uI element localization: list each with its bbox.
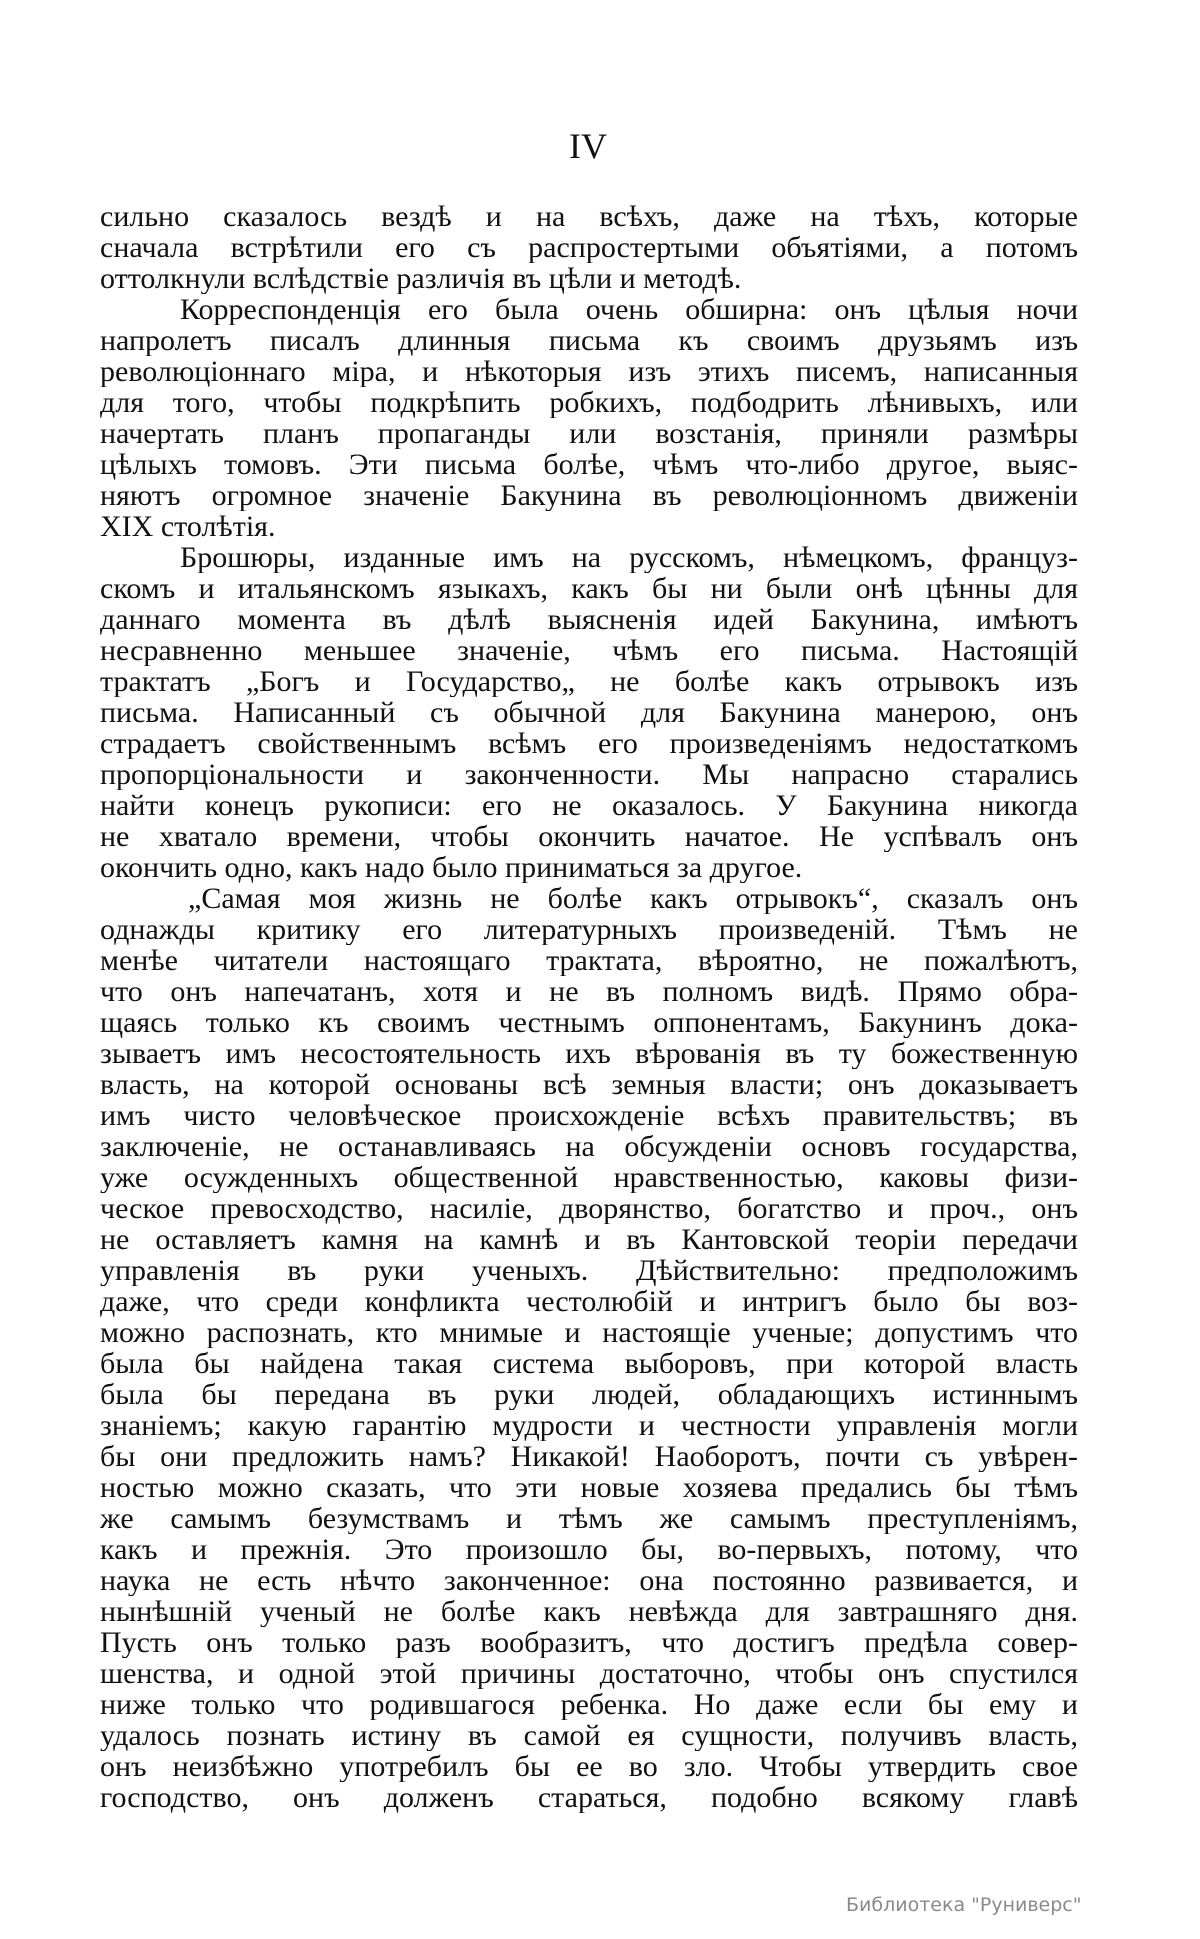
text-line: не хватало времени, чтобы окончить начатое. Не успѣвалъ онъ xyxy=(100,821,1078,852)
text-line: заключеніе, не останавливаясь на обсужденіи основъ государства, xyxy=(100,1131,1078,1162)
text-line: Брошюры, изданные имъ на русскомъ, нѣмецкомъ, француз- xyxy=(180,542,1078,573)
text-line: XIX столѣтія. xyxy=(100,511,276,542)
text-line: для того, чтобы подкрѣпить робкихъ, подбодрить лѣнивыхъ, или xyxy=(100,387,1078,418)
text-line: нынѣшній ученый не болѣе какъ невѣжда для завтрашняго дня. xyxy=(100,1596,1078,1627)
text-line: же самымъ безумствамъ и тѣмъ же самымъ преступленіямъ, xyxy=(100,1503,1078,1534)
text-line: несравненно меньшее значеніе, чѣмъ его письма. Настоящій xyxy=(100,635,1078,666)
text-line: сначала встрѣтили его съ распростертыми объятіями, а потомъ xyxy=(100,232,1078,263)
paragraph xyxy=(100,883,1078,1813)
text-line: ческое превосходство, насиліе, дворянство, богатство и проч., онъ xyxy=(100,1193,1078,1224)
text-line: щаясь только къ своимъ честнымъ оппонентамъ, Бакунинъ дока- xyxy=(100,1007,1078,1038)
text-line: ниже только что родившагося ребенка. Но даже если бы ему и xyxy=(100,1689,1078,1720)
text-line: няютъ огромное значеніе Бакунина въ революціонномъ движеніи xyxy=(100,480,1078,511)
text-line: скомъ и итальянскомъ языкахъ, какъ бы ни были онѣ цѣнны для xyxy=(100,573,1078,604)
text-line: даннаго момента въ дѣлѣ выясненія идей Бакунина, имѣютъ xyxy=(100,604,1078,635)
text-line: окончить одно, какъ надо было приниматься за другое. xyxy=(100,852,803,883)
paragraph xyxy=(100,201,1078,294)
text-line: однажды критику его литературныхъ произведеній. Тѣмъ не xyxy=(100,914,1078,945)
text-line: ностью можно сказать, что эти новые хозяева предались бы тѣмъ xyxy=(100,1472,1078,1503)
text-line: зываетъ имъ несостоятельность ихъ вѣрованія въ ту божественную xyxy=(100,1038,1078,1069)
text-line: страдаетъ свойственнымъ всѣмъ его произведеніямъ недостаткомъ xyxy=(100,728,1078,759)
text-line: „Самая моя жизнь не болѣе какъ отрывокъ“, сказалъ онъ xyxy=(188,883,1078,914)
text-line: была бы найдена такая система выборовъ, при которой власть xyxy=(100,1348,1078,1379)
text-line: какъ и прежнія. Это произошло бы, во-первыхъ, потому, что xyxy=(100,1534,1078,1565)
page-number: IV xyxy=(569,126,607,166)
text-line: Пусть онъ только разъ вообразитъ, что достигъ предѣла совер- xyxy=(100,1627,1078,1658)
text-line: сильно сказалось вездѣ и на всѣхъ, даже на тѣхъ, которые xyxy=(100,201,1078,232)
text-line: что онъ напечатанъ, хотя и не въ полномъ видѣ. Прямо обра- xyxy=(100,976,1078,1007)
paragraph xyxy=(100,294,1078,542)
library-watermark: Библиотека "Руниверс" xyxy=(846,1894,1082,1916)
text-line: онъ неизбѣжно употребилъ бы ее во зло. Чтобы утвердить свое xyxy=(100,1751,1078,1782)
text-line: управленія въ руки ученыхъ. Дѣйствительно: предположимъ xyxy=(100,1255,1078,1286)
text-line: можно распознать, кто мнимые и настоящіе ученые; допустимъ что xyxy=(100,1317,1078,1348)
text-line: шенства, и одной этой причины достаточно, чтобы онъ спустился xyxy=(100,1658,1078,1689)
text-line: имъ чисто человѣческое происхожденіе всѣхъ правительствъ; въ xyxy=(100,1100,1078,1131)
text-line: трактатъ „Богъ и Государство„ не болѣе какъ отрывокъ изъ xyxy=(100,666,1078,697)
text-line: пропорціональности и законченности. Мы напрасно старались xyxy=(100,759,1078,790)
text-line: была бы передана въ руки людей, обладающихъ истиннымъ xyxy=(100,1379,1078,1410)
text-line: даже, что среди конфликта честолюбій и интригъ было бы воз- xyxy=(100,1286,1078,1317)
text-line: бы они предложить намъ? Никакой! Наоборотъ, почти съ увѣрен- xyxy=(100,1441,1078,1472)
text-line: менѣе читатели настоящаго трактата, вѣроятно, не пожалѣютъ, xyxy=(100,945,1078,976)
text-line: удалось познать истину въ самой ея сущности, получивъ власть, xyxy=(100,1720,1078,1751)
text-line: оттолкнули вслѣдствіе различія въ цѣли и методѣ. xyxy=(100,263,742,294)
text-line: власть, на которой основаны всѣ земныя власти; онъ доказываетъ xyxy=(100,1069,1078,1100)
text-line: революціоннаго міра, и нѣкоторыя изъ этихъ писемъ, написанныя xyxy=(100,356,1078,387)
body-text xyxy=(100,201,1078,1813)
text-line: знаніемъ; какую гарантію мудрости и честности управленія могли xyxy=(100,1410,1078,1441)
text-line: начертать планъ пропаганды или возстанія, приняли размѣры xyxy=(100,418,1078,449)
text-line: наука не есть нѣчто законченное: она постоянно развивается, и xyxy=(100,1565,1078,1596)
text-line: уже осужденныхъ общественной нравственностью, каковы физи- xyxy=(100,1162,1078,1193)
text-line: напролетъ писалъ длинныя письма къ своимъ друзьямъ изъ xyxy=(100,325,1078,356)
text-line: не оставляетъ камня на камнѣ и въ Кантовской теоріи передачи xyxy=(100,1224,1078,1255)
text-line: цѣлыхъ томовъ. Эти письма болѣе, чѣмъ что-либо другое, выяс- xyxy=(100,449,1078,480)
text-line: Корреспонденція его была очень обширна: онъ цѣлыя ночи xyxy=(180,294,1078,325)
paragraph xyxy=(100,542,1078,883)
text-line: письма. Написанный съ обычной для Бакунина манерою, онъ xyxy=(100,697,1078,728)
text-line: найти конецъ рукописи: его не оказалось. У Бакунина никогда xyxy=(100,790,1078,821)
text-line: господство, онъ долженъ стараться, подобно всякому главѣ xyxy=(100,1782,1078,1813)
